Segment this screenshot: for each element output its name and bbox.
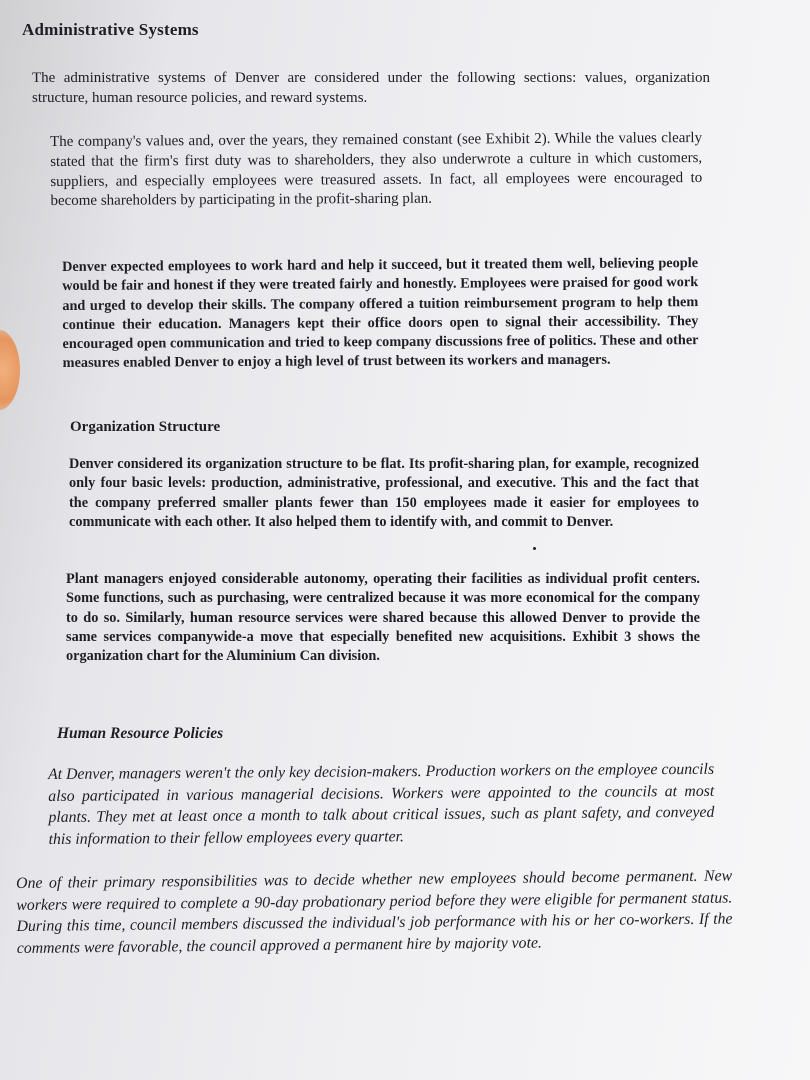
hr-policies-paragraph-1: At Denver, managers weren't the only key decision-makers. Production workers on the employee councils also participated in various managerial decisions. Workers were appointed to the councils at most plants. They met at least once a month to talk about critical issues, such as plant safety, and conveyed this information to their fellow employees every quarter. bbox=[48, 760, 715, 848]
hr-policies-heading: Human Resource Policies bbox=[57, 725, 224, 742]
employees-paragraph: Denver expected employees to work hard and help it succeed, but it treated them well, believing people would be fair and honest if they were treated fairly and honestly. Employees were praised for good work and urged to develop their skills. The company offered a tuition reimbursement program to help them continue their education. Managers kept their office doors open to signal their accessibility. They encouraged open communication and tried to keep company discussions free of politics. These and other measures enabled Denver to enjoy a high level of trust between its workers and managers. bbox=[62, 255, 699, 372]
hr-policies-paragraph-2: One of their primary responsibilities was to decide whether new employees should become permanent. New workers were required to complete a 90-day probationary period before they were eligible for permanent status. During this time, council members discussed the individual's job performance with his or her co-workers. If the comments were favorable, the council approved a permanent hire by majority vote. bbox=[16, 867, 733, 957]
org-structure-paragraph-2: Plant managers enjoyed considerable autonomy, operating their facilities as individual profit centers. Some functions, such as purchasing, were centralized because it was more economical for the company to do so. Similarly, human resource services were shared because this allowed Denver to provide the same services companywide-a move that especially benefited new acquisitions. Exhibit 3 shows the organization chart for the Aluminium Can division. bbox=[66, 571, 700, 665]
values-paragraph: The company's values and, over the years, they remained constant (see Exhibit 2). While the values clearly stated that the firm's first duty was to shareholders, they also underwrote a culture in which customers, suppliers, and especially employees were treasured assets. In fact, all employees were encouraged to become shareholders by participating in the profit-sharing plan. bbox=[50, 130, 703, 210]
finger-shadow bbox=[0, 330, 20, 410]
intro-paragraph: The administrative systems of Denver are considered under the following sections: values, organization structure, human resource policies, and reward systems. bbox=[32, 70, 710, 106]
org-structure-paragraph-1: Denver considered its organization structure to be flat. Its profit-sharing plan, for example, recognized only four basic levels: production, administrative, professional, and executive. This and the fact that the company preferred smaller plants fewer than 150 employees made it easier for employees to communicate with each other. It also helped them to identify with, and commit to Denver. bbox=[69, 456, 699, 530]
stray-mark bbox=[533, 547, 536, 550]
org-structure-heading: Organization Structure bbox=[70, 419, 221, 435]
document-title: Administrative Systems bbox=[22, 20, 199, 39]
